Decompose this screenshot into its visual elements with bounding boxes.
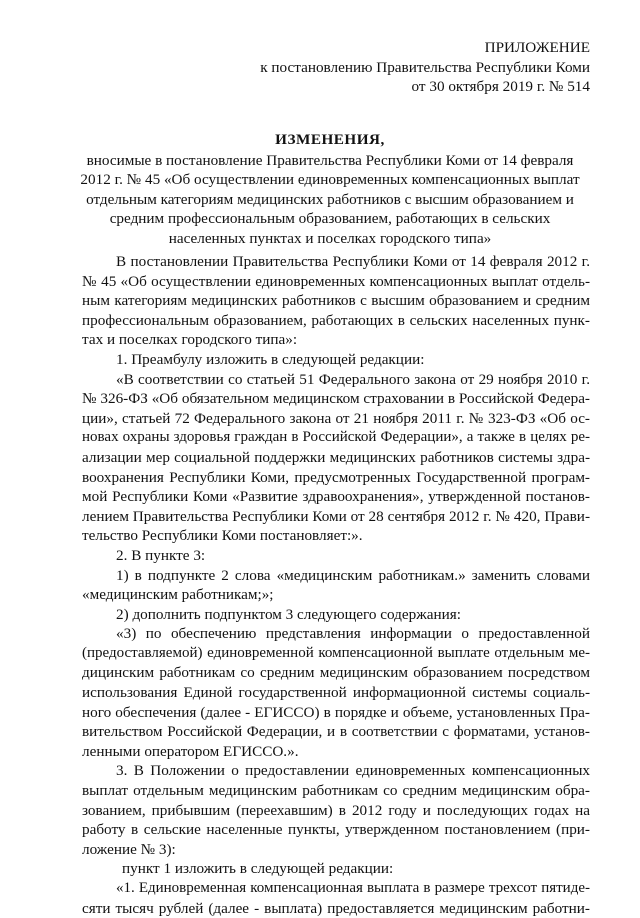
subtitle-line: средним профессиональным образованием, работающих в сельских [109,210,551,228]
body-line: «медицинским работникам;»; [82,586,274,604]
body-line: сяти тысяч рублей (далее - выплата) предоставляется медицинским работни- [82,899,590,917]
body-line: № 326-ФЗ «Об обязательном медицинском страховании в Российской Федера- [82,390,590,408]
body-line: «В соответствии со статьей 51 Федерального закона от 29 ноября 2010 г. [116,370,590,388]
body-line: новах охраны здоровья граждан в Российской Федерации», а также в целях ре- [82,429,590,446]
body-line: «3) по обеспечению представления информации о предоставленной [116,625,590,643]
subtitle-line: отдельным категориям медицинских работников с высшим образованием и [86,190,574,208]
body-line: 2. В пункте 3: [116,546,206,564]
body-line: выплат отдельным медицинским работникам со средним медицинским обра- [82,782,590,800]
body-line: ции», статьей 72 Федерального закона от 21 ноября 2011 г. № 323-ФЗ «Об ос- [82,409,590,427]
body-line: В постановлении Правительства Республики Коми от 14 февраля 2012 г. [116,253,590,270]
body-line: ного обеспечения (далее - ЕГИССО) в порядке и объеме, установленных Пра- [82,703,590,721]
body-line: вительством Российской Федерации, и в соответствии с форматами, установ- [82,723,590,741]
body-line: 2) дополнить подпунктом 3 следующего содержания: [116,605,461,623]
body-line: тельство Республики Коми постановляет:». [82,527,363,545]
body-line: воохранения Республики Коми, предусмотренных Государственной програм- [82,468,590,486]
body-line: 1) в подпункте 2 слова «медицинским работникам.» заменить словами [116,566,590,584]
document-subtitle [70,151,590,249]
appendix-header [260,38,590,97]
appendix-date-number: от 30 октября 2019 г. № 514 [411,78,590,96]
body-line: ным категориям медицинских работников с высшим образованием и средним [82,292,590,310]
document-title-block [70,130,590,249]
body-line: (предоставляемой) единовременной компенсационной выплате отдельным ме- [82,644,590,661]
body-line: «1. Единовременная компенсационная выплата в размере трехсот пятиде- [116,880,590,896]
body-line: использования Единой государственной информационной системы социаль- [82,684,590,702]
body-line: ализации мер социальной поддержки медицинских работников системы здра- [82,448,590,466]
body-line: мой Республики Коми «Развитие здравоохранения», утвержденной постанов- [82,488,590,506]
body-line: профессиональным образованием, работающих в сельских населенных пунк- [82,311,590,329]
body-line: дицинским работникам со средним медицинским образованием посредством [82,664,590,682]
document-body [82,252,590,918]
appendix-resolution-ref: к постановлению Правительства Республики Коми [260,58,590,76]
body-line: ленными оператором ЕГИССО.». [82,742,299,760]
body-line: тах и поселках городского типа»: [82,331,298,349]
body-line: 3. В Положении о предоставлении единовременных компенсационных [116,762,590,780]
body-line: лением Правительства Республики Коми от 28 сентября 2012 г. № 420, Прави- [82,507,590,525]
body-line: ложение № 3): [82,840,176,858]
body-line: зованием, прибывшим (переехавшим) в 2012 году и последующих годах на [82,801,590,819]
subtitle-line: 2012 г. № 45 «Об осуществлении единовременных компенсационных выплат [80,171,580,189]
body-line: № 45 «Об осуществлении единовременных компенсационных выплат отдель- [82,272,590,290]
body-line: пункт 1 изложить в следующей редакции: [122,860,394,878]
appendix-label: ПРИЛОЖЕНИЕ [484,39,590,56]
document-title: ИЗМЕНЕНИЯ, [275,131,385,148]
body-line: работу в сельские населенные пункты, утвержденном постановлением (при- [82,821,590,839]
subtitle-line: вносимые в постановление Правительства Республики Коми от 14 февраля [86,151,574,169]
subtitle-line: населенных пунктах и поселках городского типа» [168,229,492,247]
body-line: 1. Преамбулу изложить в следующей редакции: [116,350,425,368]
